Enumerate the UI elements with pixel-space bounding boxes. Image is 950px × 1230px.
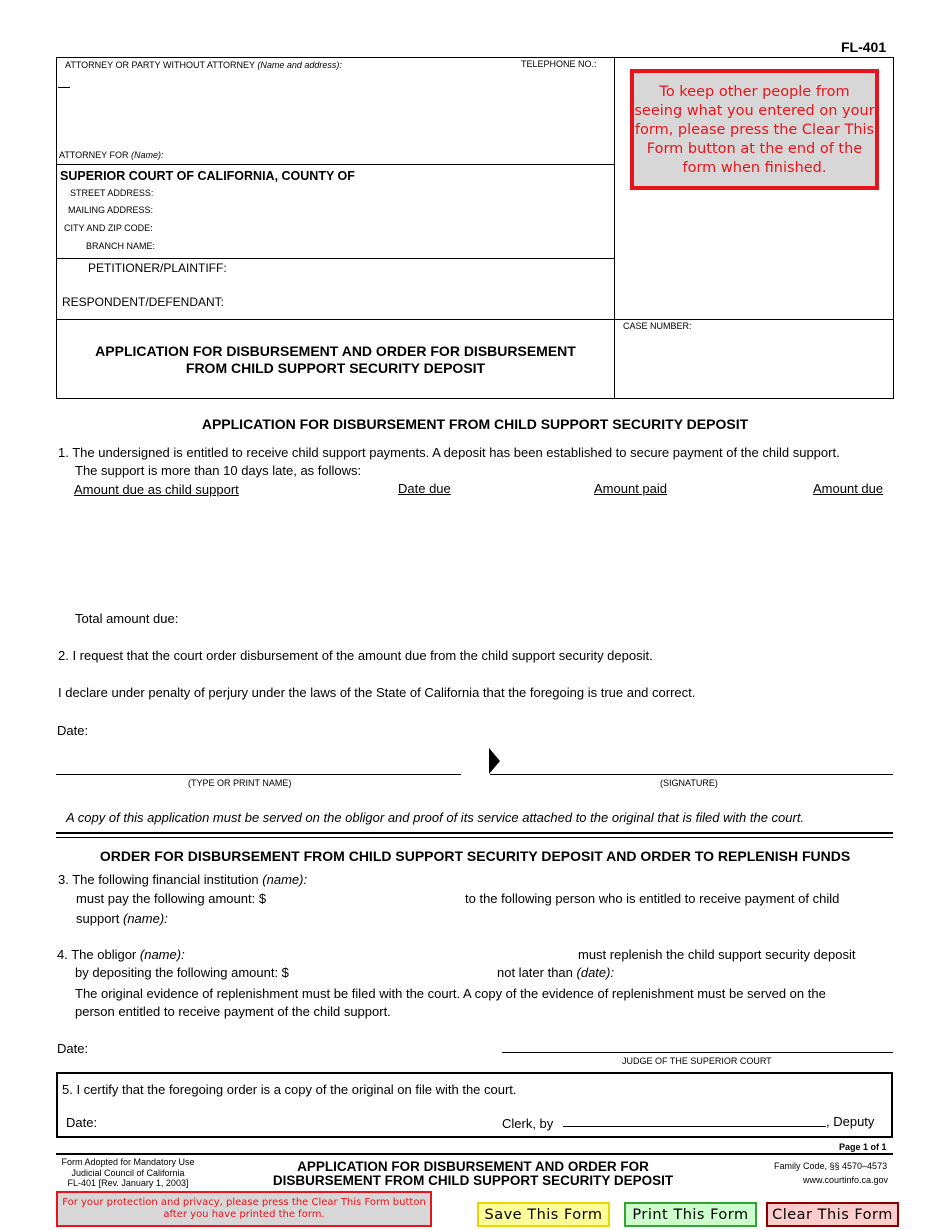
section-rule-bottom [56,837,893,838]
total-amount-due-label: Total amount due: [75,611,179,626]
column-date-due: Date due [398,481,451,496]
item2-text: 2. I request that the court order disbursement of the amount due from the child support security deposit. [58,648,653,663]
court-title: SUPERIOR COURT OF CALIFORNIA, COUNTY OF [60,169,355,183]
print-name-label: (TYPE OR PRINT NAME) [188,778,292,788]
court-divider [56,258,615,259]
column-amount-paid: Amount paid [594,481,667,496]
item4-text: 4. The obligor (name): [57,947,185,962]
item4-replenish-text: must replenish the child support security deposit [578,947,856,962]
item3-text: 3. The following financial institution (name): [58,872,308,887]
telephone-label: TELEPHONE NO.: [521,59,597,69]
item3-support-text: support (name): [76,911,168,926]
signature-line[interactable] [490,774,893,775]
print-name-line[interactable] [56,774,461,775]
respondent-label: RESPONDENT/DEFENDANT: [62,295,225,309]
case-number-label: CASE NUMBER: [623,321,692,331]
print-form-button[interactable]: Print This Form [624,1202,757,1227]
attorney-for-label: ATTORNEY FOR (Name): [59,150,164,160]
column-amount-due-child-support: Amount due as child support [74,482,239,497]
branch-name-label: BRANCH NAME: [86,241,156,251]
street-address-label: STREET ADDRESS: [70,188,154,198]
item4-evidence-text: The original evidence of replenishment must be filed with the court. A copy of the evidence of replenishment must be served on the [75,986,826,1001]
judge-signature-line[interactable] [502,1052,893,1053]
judge-label: JUDGE OF THE SUPERIOR COURT [622,1056,772,1066]
item5-text: 5. I certify that the foregoing order is a copy of the original on file with the court. [62,1082,517,1097]
clear-form-button[interactable]: Clear This Form [766,1202,899,1227]
clerk-date-label: Date: [66,1115,98,1130]
section-rule-top [56,832,893,834]
adopted-note: Form Adopted for Mandatory Use Judicial Council of California FL-401 [Rev. January 1, 2003] [61,1157,195,1188]
item3-pay-text: must pay the following amount: $ [76,891,267,906]
item3-person-text: to the following person who is entitled to receive payment of child [465,891,840,906]
signature-label: (SIGNATURE) [660,778,718,788]
order-heading: ORDER FOR DISBURSEMENT FROM CHILD SUPPORT SECURITY DEPOSIT AND ORDER TO REPLENISH FUNDS [99,848,851,864]
save-form-button[interactable]: Save This Form [477,1202,610,1227]
clerk-label: Clerk, by [502,1116,554,1131]
column-amount-due: Amount due [813,481,884,496]
item4-deposit-text: by depositing the following amount: $ [75,965,289,980]
application-heading: APPLICATION FOR DISBURSEMENT FROM CHILD SUPPORT SECURITY DEPOSIT [201,416,749,432]
item1-text-continued: The support is more than 10 days late, as follows: [75,463,362,478]
attorney-divider [56,164,615,165]
signature-arrow-icon [489,748,501,774]
mailing-address-label: MAILING ADDRESS: [68,205,154,215]
form-title: APPLICATION FOR DISBURSEMENT AND ORDER FOR DISBURSEMENT FROM CHILD SUPPORT SECURITY DEPOSIT [95,343,576,376]
order-date-label: Date: [57,1041,89,1056]
item4-later-text: not later than (date): [497,965,615,980]
deputy-label: , Deputy [826,1114,875,1129]
parties-divider [56,319,894,320]
item1-text: 1. The undersigned is entitled to receive child support payments. A deposit has been established to secure payment of the child support. [58,445,840,460]
declaration-text: I declare under penalty of perjury under the laws of the State of California that the foregoing is true and correct. [58,685,696,700]
attorney-label: ATTORNEY OR PARTY WITHOUT ATTORNEY (Name and address): [65,60,342,70]
footer-title: APPLICATION FOR DISBURSEMENT AND ORDER FOR DISBURSEMENT FROM CHILD SUPPORT SECURITY DEPOSIT [272,1159,674,1188]
family-code: Family Code, §§ 4570–4573 [774,1161,888,1171]
application-date-label: Date: [57,723,89,738]
form-number: FL-401 [841,39,887,55]
privacy-note: For your protection and privacy, please press the Clear This Form button after you have printed the form. [56,1191,432,1227]
attorney-input-cursor[interactable] [58,87,70,88]
page-number: Page 1 of 1 [839,1142,887,1152]
service-note: A copy of this application must be served on the obligor and proof of its service attached to the original that is filed with the court. [66,810,805,825]
city-zip-label: CITY AND ZIP CODE: [64,223,153,233]
petitioner-label: PETITIONER/PLAINTIFF: [88,261,227,275]
clear-form-warning: To keep other people from seeing what you entered on your form, please press the Clear This Form button at the end of the form when finished. [630,69,879,190]
footer-rule [56,1153,893,1155]
item4-evidence-text-continued: person entitled to receive payment of the child support. [75,1004,391,1019]
website: www.courtinfo.ca.gov [803,1175,889,1185]
clerk-signature-line[interactable] [563,1126,826,1127]
